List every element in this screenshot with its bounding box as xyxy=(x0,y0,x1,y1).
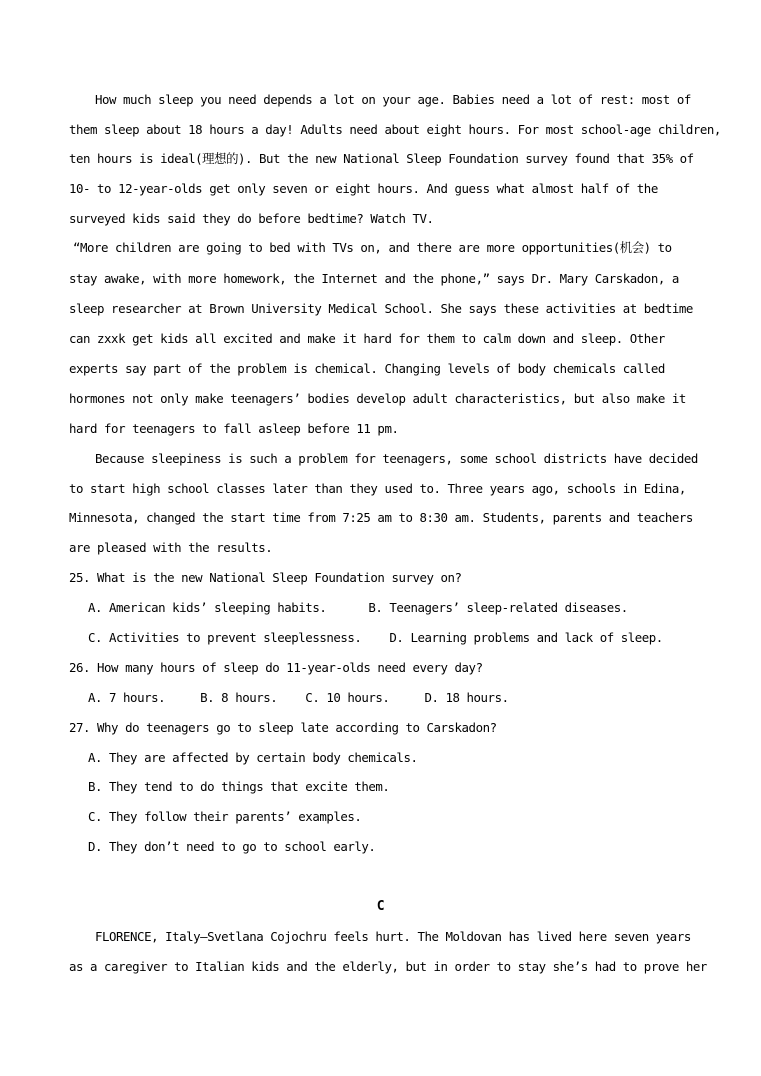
p2-line-2: stay awake, with more homework, the Internet and the phone,” says Dr. Mary Carskadon, a xyxy=(69,271,679,286)
p2-line-7: hard for teenagers to fall asleep before 11 pm. xyxy=(69,421,399,436)
passage-c-line-2: as a caregiver to Italian kids and the elderly, but in order to stay she’s had to prove her xyxy=(69,959,707,974)
question-25-options-cd: C. Activities to prevent sleeplessness. D. Learning problems and lack of sleep. xyxy=(88,630,663,645)
question-27: 27. Why do teenagers go to sleep late according to Carskadon? xyxy=(69,720,497,735)
p1-line-3: ten hours is ideal(理想的). But the new National Sleep Foundation survey found that 35% of xyxy=(69,151,694,166)
p3-line-2: to start high school classes later than they used to. Three years ago, schools in Edina, xyxy=(69,481,686,496)
question-26-options: A. 7 hours. B. 8 hours. C. 10 hours. D. 18 hours. xyxy=(88,690,509,705)
p1-line-4: 10- to 12-year-olds get only seven or eight hours. And guess what almost half of the xyxy=(69,181,658,196)
p2-line-1: “More children are going to bed with TVs on, and there are more opportunities(机会) to xyxy=(73,240,672,255)
p2-line-5: experts say part of the problem is chemical. Changing levels of body chemicals called xyxy=(69,361,665,376)
passage-c-line-1: FLORENCE, Italy—Svetlana Cojochru feels hurt. The Moldovan has lived here seven years xyxy=(95,929,691,944)
question-27-option-a: A. They are affected by certain body chemicals. xyxy=(88,750,418,765)
p2-line-4: can zxxk get kids all excited and make it hard for them to calm down and sleep. Other xyxy=(69,331,665,346)
question-27-option-c: C. They follow their parents’ examples. xyxy=(88,809,362,824)
p2-line-3: sleep researcher at Brown University Medical School. She says these activities at bedtime xyxy=(69,301,693,316)
p2-line-6: hormones not only make teenagers’ bodies develop adult characteristics, but also make it xyxy=(69,391,686,406)
section-heading-c: C xyxy=(376,899,385,914)
p3-line-1: Because sleepiness is such a problem for teenagers, some school districts have decided xyxy=(95,451,698,466)
question-27-option-d: D. They don’t need to go to school early. xyxy=(88,839,376,854)
question-27-option-b: B. They tend to do things that excite them. xyxy=(88,779,390,794)
p1-line-5: surveyed kids said they do before bedtime? Watch TV. xyxy=(69,211,434,226)
p3-line-4: are pleased with the results. xyxy=(69,540,273,555)
p1-line-1: How much sleep you need depends a lot on your age. Babies need a lot of rest: most of xyxy=(95,92,691,107)
question-25-options-ab: A. American kids’ sleeping habits. B. Teenagers’ sleep-related diseases. xyxy=(88,600,628,615)
p3-line-3: Minnesota, changed the start time from 7:25 am to 8:30 am. Students, parents and teachers xyxy=(69,510,693,525)
p1-line-2: them sleep about 18 hours a day! Adults need about eight hours. For most school-age children, xyxy=(69,122,721,137)
question-26: 26. How many hours of sleep do 11-year-olds need every day? xyxy=(69,660,483,675)
question-25: 25. What is the new National Sleep Foundation survey on? xyxy=(69,570,462,585)
